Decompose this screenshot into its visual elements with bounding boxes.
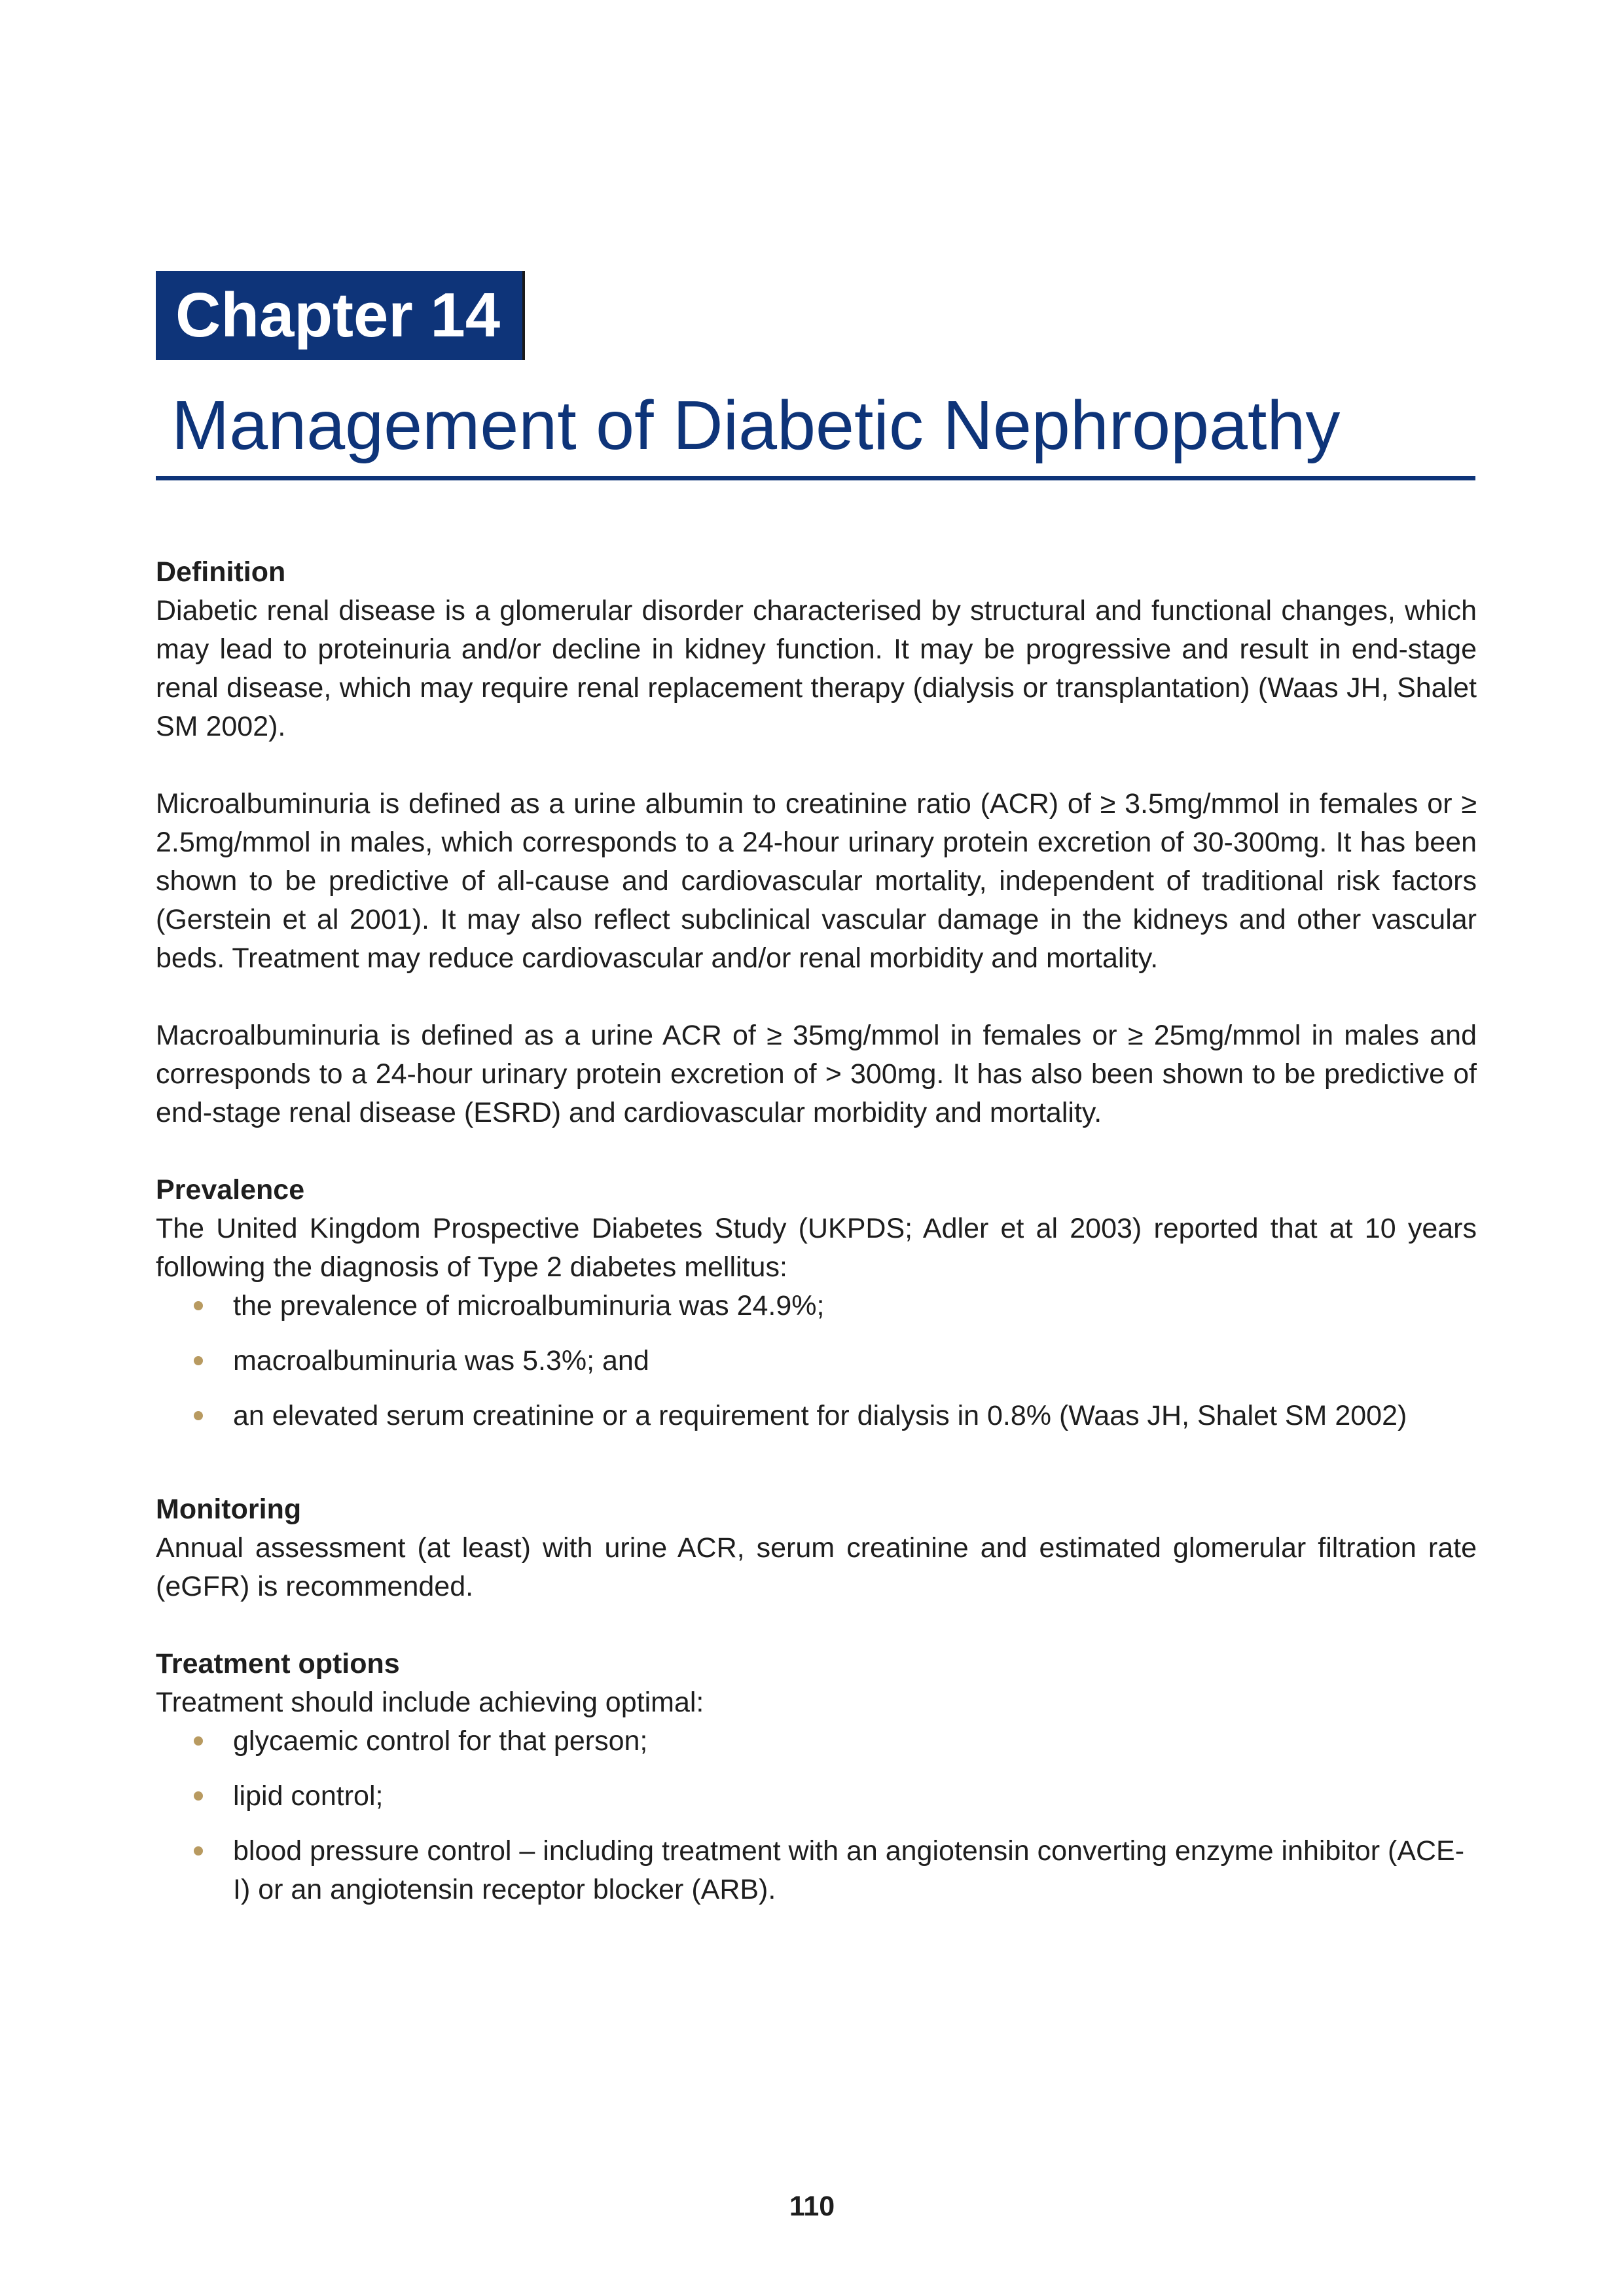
bullet-dot-icon <box>194 1356 203 1365</box>
list-item-text: the prevalence of microalbuminuria was 24.9%; <box>233 1290 825 1321</box>
list-item-text: macroalbuminuria was 5.3%; and <box>233 1345 649 1376</box>
prevalence-list <box>156 1287 1477 1435</box>
bullet-dot-icon <box>194 1791 203 1801</box>
definition-paragraph-1: Diabetic renal disease is a glomerular disorder characterised by structural and functional changes, which may lead to proteinuria and/or decline in kidney function. It may be progressive and result in end-stage renal disease, which may require renal replacement therapy (dialysis or transplantation) (Waas JH, Shalet SM 2002). <box>156 595 1477 742</box>
list-item-text: an elevated serum creatinine or a requirement for dialysis in 0.8% (Waas JH, Shalet SM 2002) <box>233 1400 1407 1431</box>
page-number: 110 <box>789 2191 835 2222</box>
list-item-text: blood pressure control – including treatment with an angiotensin converting enzyme inhibitor (ACE-I) or an angiotensin receptor blocker (ARB). <box>233 1835 1465 1905</box>
section-monitoring <box>156 1490 1477 1606</box>
bullet-dot-icon <box>194 1736 203 1746</box>
definition-paragraph-2: Microalbuminuria is defined as a urine albumin to creatinine ratio (ACR) of ≥ 3.5mg/mmol in females or ≥ 2.5mg/mmol in males, which corresponds to a 24-hour urinary protein excretion of 30-300mg. It has been shown to be predictive of all-cause and cardiovascular mortality, independent of traditional risk factors (Gerstein et al 2001). It may also reflect subclinical vascular damage in the kidneys and other vascular beds. Treatment may reduce cardiovascular and/or renal morbidity and mortality. <box>156 788 1477 974</box>
section-heading-definition: Definition <box>156 556 286 588</box>
definition-paragraph-3: Macroalbuminuria is defined as a urine ACR of ≥ 35mg/mmol in females or ≥ 25mg/mmol in males and corresponds to a 24-hour urinary protein excretion of > 300mg. It has also been shown to be predictive of end-stage renal disease (ESRD) and cardiovascular morbidity and mortality. <box>156 1020 1477 1128</box>
list-item <box>156 1722 1477 1761</box>
list-item-text: lipid control; <box>233 1780 384 1812</box>
chapter-title: Management of Diabetic Nephropathy <box>171 387 1341 464</box>
bullet-dot-icon <box>194 1411 203 1420</box>
section-treatment-options <box>156 1645 1477 1909</box>
section-heading-monitoring: Monitoring <box>156 1494 302 1525</box>
section-heading-prevalence: Prevalence <box>156 1174 305 1206</box>
treatment-list <box>156 1722 1477 1909</box>
prevalence-intro: The United Kingdom Prospective Diabetes Study (UKPDS; Adler et al 2003) reported that at 10 years following the diagnosis of Type 2 diabetes mellitus: <box>156 1213 1477 1283</box>
chapter-badge: Chapter 14 <box>156 271 522 360</box>
bullet-dot-icon <box>194 1846 203 1856</box>
section-definition <box>156 553 1477 1132</box>
monitoring-text: Annual assessment (at least) with urine ACR, serum creatinine and estimated glomerular filtration rate (eGFR) is recommended. <box>156 1532 1477 1602</box>
list-item-text: glycaemic control for that person; <box>233 1725 648 1757</box>
bullet-dot-icon <box>194 1301 203 1310</box>
section-prevalence <box>156 1171 1477 1435</box>
list-item <box>156 1287 1477 1325</box>
treatment-intro: Treatment should include achieving optimal: <box>156 1687 704 1718</box>
section-heading-treatment: Treatment options <box>156 1648 400 1679</box>
list-item <box>156 1832 1477 1909</box>
title-divider <box>156 476 1475 480</box>
list-item <box>156 1397 1477 1435</box>
list-item <box>156 1342 1477 1380</box>
main-content <box>156 553 1477 1926</box>
list-item <box>156 1777 1477 1816</box>
